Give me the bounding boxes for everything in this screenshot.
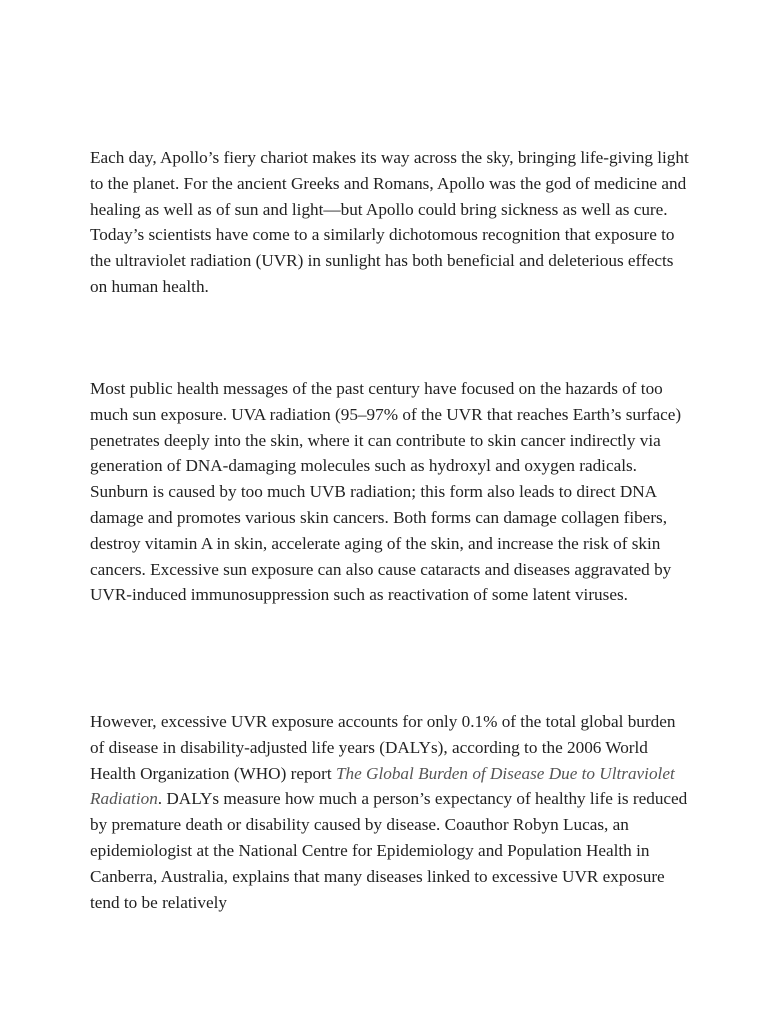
report-title: The Global Burden of Disease Due to Ultraviolet Radiation	[90, 763, 675, 809]
paragraph-text-before-title: However, excessive UVR exposure accounts for only 0.1% of the total global burden of disease in disability-adjusted life years (DALYs), according to the 2006 World Health Organization (WHO) report	[90, 712, 676, 783]
paragraph-text-after-title: . DALYs measure how much a person’s expectancy of healthy life is reduced by premature death or disability caused by disease. Coauthor Robyn Lucas, an epidemiologist at the National Centre for Epidemiology and Population Health in Canberra, Australia, explains that many diseases linked to excessive UVR exposure tend to be relatively	[90, 789, 688, 912]
paragraph-hazards: Most public health messages of the past century have focused on the hazards of too much sun exposure. UVA radiation (95–97% of the UVR that reaches Earth’s surface) penetrates deeply into the skin, where it can contribute to skin cancer indirectly via generation of DNA-damaging molecules such as hydroxyl and oxygen radicals. Sunburn is caused by too much UVB radiation; this form also leads to direct DNA damage and promotes various skin cancers. Both forms can damage collagen fibers, destroy vitamin A in skin, accelerate aging of the skin, and increase the risk of skin cancers. Excessive sun exposure can also cause cataracts and diseases aggravated by UVR-induced immunosuppression such as reactivation of some latent viruses.	[90, 379, 682, 605]
paragraph-apollo: Each day, Apollo’s fiery chariot makes its way across the sky, bringing life-giving light to the planet. For the ancient Greeks and Romans, Apollo was the god of medicine and healing as well as of sun and light—but Apollo could bring sickness as well as cure. Today’s scientists have come to a similarly dichotomous recognition that exposure to the ultraviolet radiation (UVR) in sunlight has both beneficial and deleterious effects on human health.	[90, 148, 689, 296]
paragraph-burden-of-disease	[90, 709, 690, 915]
